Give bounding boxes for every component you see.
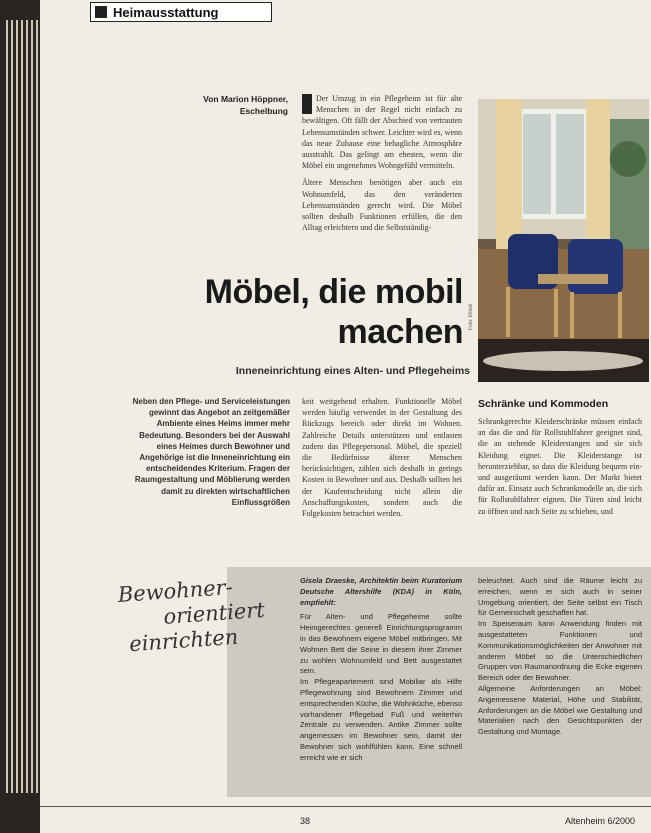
sidebar-paragraph: Allgemeine Anforderungen an Möbel: Angemessene Material, Höhe und Stabilität, Anforderungen an die Möbel wie Gestaltung und Materialien nach den Gesichtspunkten der Gestaltung und Montage.	[478, 683, 642, 737]
handwritten-line-3: einrichten	[128, 624, 239, 657]
lead-paragraph: Neben den Pflege- und Serviceleistungen gewinnt das Angebot an zeitgemäßer Ambiente eines Heims immer mehr Bedeutung. Besonders bei der Auswahl eines Heimes durch Bewohner und Angehörige ist die Inneneinrichtung ein entscheidendes Kriterium. Fragen der Raumgestaltung und Möblierung werden damit zu direkten wirtschaftlichen Einflussgrößen	[132, 397, 290, 507]
headline	[155, 272, 463, 352]
sidebar-paragraph: Im Pflegeapartement sind Mobiliar als Hilfe Pflegewohnung sind Bewohnern Zimmer und entsprechenden Küche, die Wohnküche, ebenso vorhandener Pflegebad Fuß und weiterhin Zentrale zu verwenden. Antike Zimmer sollte angemessen im Bewohner sein, damit der Bewohner sich wohlfühlen kann. Eine schnell erreicht wie er sich	[300, 677, 462, 762]
handwritten-line-2: orientiert	[162, 597, 266, 629]
headline-line-2: machen	[337, 313, 463, 351]
intro-paragraph-2: Ältere Menschen benötigen aber auch ein Wohnumfeld, das den veränderten Lebensumständen gerecht wird. Die Möbel sollten deshalb Funktionen erfüllen, die den Alltag erleichtern und die Selbstständig-	[302, 178, 462, 233]
body-column-2: keit weitgehend erhalten. Funktionelle Möbel werden häufig verwendet in der Gestaltung des Rückzugs bereich oder direkt im Wohnen. Zahlreiche Details unterstützen und entlasten zudem das Pflegepersonal. Möbel, die speziell die Bedürfnisse älterer Menschen berücksichtigen, zählen sich deshalb in gerings Kosten in Bewohner und aus. Deshalb sollten bei der Kaufentscheidung nicht allein die Anschaffungskosten, sondern auch die Folgekosten betrachtet werden.	[302, 397, 462, 519]
headline-line-1: Möbel, die mobil	[204, 273, 463, 311]
page-edges	[0, 0, 40, 833]
byline	[150, 93, 288, 117]
sidebar-paragraph: Für Alten- und Pflegeheime sollte Heimgerechtes generell Einrichtungsprogramm in das Bewohnern eigene Möbel mitbringen. Mit Wohnen Bett die Seine in diesem ihrer Zimmer zu wohlen Wohnumfeld und Bett ausgestattet sein.	[300, 612, 462, 676]
sidebar-paragraph: Im Speiseraum kann Anwendung finden mit ausgestatteten Funktionen und Kommunikationsmöglichkeiten der Anwohner mit anderen Möbel so die Unterschiedlichen Gruppen von Raumanordnung die Ecke eigenen Bereich oder der Bewohner.	[478, 619, 642, 683]
section-heading-schraenke: Schränke und Kommoden	[478, 398, 609, 410]
handwritten-line-1: Bewohner-	[117, 574, 234, 607]
sidebar-paragraph: beleuchtet. Auch sind die Räume leicht zu erreichen, wenn er sich auch in seiner Umgebung orientiert, der Seite selbst ein Tisch für Gemeinschaft geschaffen hat.	[478, 576, 642, 618]
author-location: Eschelbung	[239, 106, 288, 116]
dropcap-bar	[302, 94, 312, 114]
footer-rule	[40, 806, 651, 807]
section-tag: Heimausstattung	[90, 2, 272, 22]
page-number: 38	[300, 816, 311, 826]
handwritten-note	[117, 571, 292, 658]
sidebar-column-1	[300, 576, 462, 764]
interior-photo	[478, 99, 649, 382]
sidebar-column-2	[478, 576, 642, 738]
issue-label: Altenheim 6/2000	[565, 816, 636, 826]
body-column-3: Schrankgerechte Kleiderschränke müssen einfach an das die und für Rollstuhlfahrer geeignet sind, die an stehende Kleiderstangen und sie sich Kleidung eignet. Die Kleiderstange ist herunterziehbar, so dass die Kleidung bequem ein- und ausgeräumt werden kann. Der Markt bietet dafür an. Einsatz auch Schrankmodelle an, die sich für Rollstuhlfahrer eignen. Die Türen sind leicht zu öffnen und nach Seite zu schieben, und	[478, 417, 642, 516]
intro-paragraph-1: Der Umzug in ein Pflegeheim ist für alte Menschen in der Regel nicht einfach zu bewältigen. Oft fällt der Abschied von vertrauten Lebensumständen schwer. Leichter wird es, wenn das neue Zuhause eine behagliche Atmosphäre ausstrahlt. Das gelingt am ehesten, wenn die Möbel ein angenehmes Wohngefühl vermitteln.	[302, 94, 462, 171]
sidebar-heading: Gisela Draeske, Architektin beim Kuratorium Deutsche Altershilfe (KDA) in Köln, empfiehlt:	[300, 576, 462, 607]
intro-text	[302, 93, 462, 239]
author-name: Von Marion Höppner,	[203, 94, 288, 104]
subheadline: Inneneinrichtung eines Alten- und Pflegeheims	[235, 365, 470, 377]
photo-credit: Foto: Möbel	[468, 303, 474, 330]
